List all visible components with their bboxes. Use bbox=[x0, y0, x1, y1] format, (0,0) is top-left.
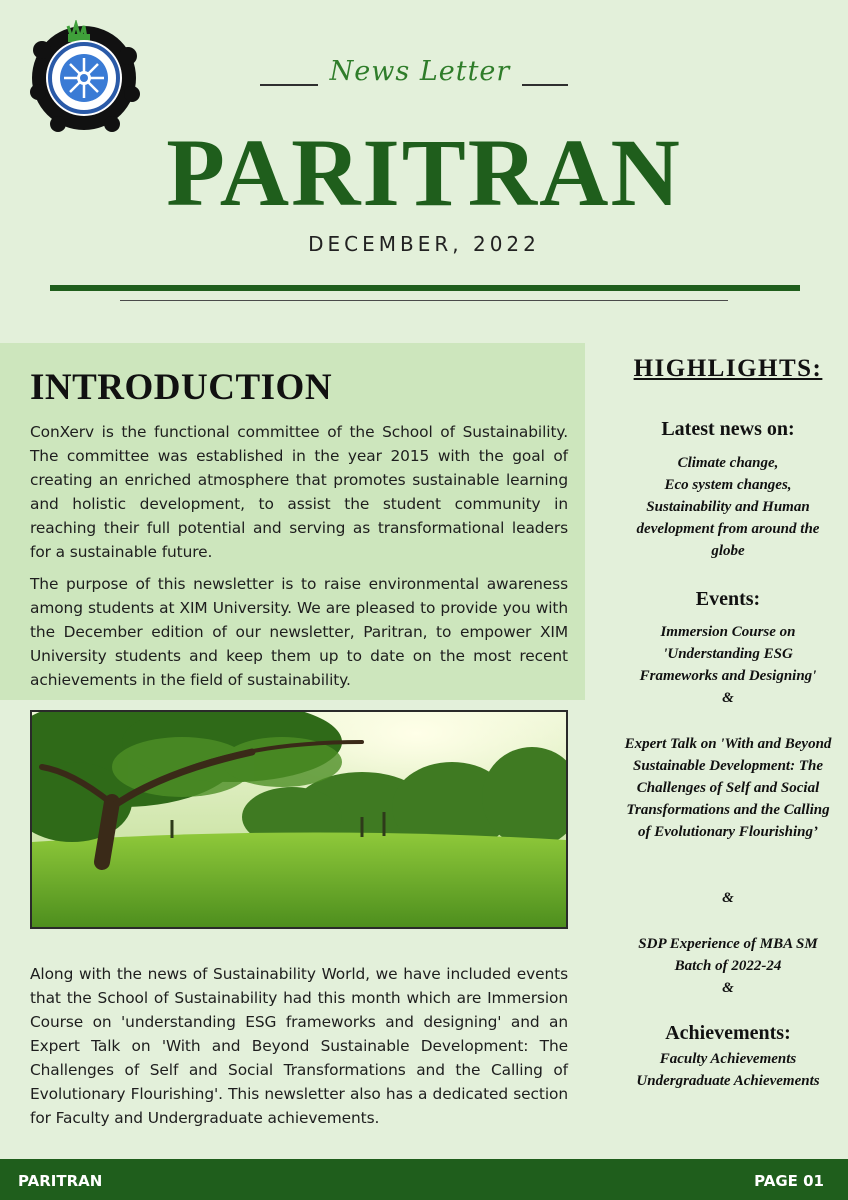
highlights-heading: HIGHLIGHTS: bbox=[633, 355, 823, 382]
event-separator: & bbox=[722, 980, 734, 996]
body-paragraph-3: Along with the news of Sustainability World, we have included events that the School of Sustainability had this month which are Immersion Course on 'understanding ESG frameworks and designing' and an Expert Talk on 'With and Beyond Sustainable Development: The Challenges of Self and Social Transformations and the Calling of Evolutionary Flourishing'. This newsletter also has a dedicated section for Faculty and Undergraduate achievements. bbox=[30, 965, 568, 1127]
newsletter-rule-right bbox=[522, 84, 568, 86]
header-divider-thick bbox=[50, 285, 800, 291]
event-separator: & bbox=[722, 690, 734, 706]
newsletter-label: News Letter bbox=[329, 56, 511, 87]
event-expert-talk: Expert Talk on 'With and Beyond Sustainable Development: The Challenges of Self and Social Transformations and the Calling of Evolutionary Flourishing’ bbox=[624, 736, 832, 840]
achievements-list: Faculty Achievements Undergraduate Achievements bbox=[636, 1051, 820, 1089]
events-heading: Events: bbox=[695, 588, 761, 610]
footer-page-number: PAGE 01 bbox=[754, 1172, 824, 1190]
event-separator: & bbox=[722, 890, 734, 906]
introduction-paragraph-1: ConXerv is the functional committee of the School of Sustainability. The committee was established in the year 2015 with the goal of creating an enriched atmosphere that promotes sustainable learning and holistic development, to assist the student community in reaching their full potential and serving as transformational leaders for a sustainable future. bbox=[30, 423, 568, 561]
introduction-paragraph-2: The purpose of this newsletter is to raise environmental awareness among students at XIM University. We are pleased to provide you with the December edition of our newsletter, Paritran, to empower XIM University students and keep them up to date on the most recent achievements in the field of sustainability. bbox=[30, 575, 568, 689]
footer-publication-name: PARITRAN bbox=[18, 1172, 103, 1190]
header-divider-thin bbox=[120, 300, 728, 301]
achievements-heading: Achievements: bbox=[665, 1022, 791, 1044]
footer-bar bbox=[0, 1159, 848, 1200]
newsletter-title: PARITRAN bbox=[166, 119, 682, 226]
latest-news-topics: Climate change, Eco system changes, Sustainability and Human development from around the globe bbox=[636, 455, 820, 559]
latest-news-heading: Latest news on: bbox=[661, 418, 795, 440]
event-immersion-course: Immersion Course on 'Understanding ESG Frameworks and Designing' bbox=[639, 624, 817, 684]
issue-date: DECEMBER, 2022 bbox=[308, 232, 540, 256]
introduction-heading: INTRODUCTION bbox=[30, 367, 333, 408]
xim-university-logo bbox=[28, 20, 140, 132]
newsletter-rule-left bbox=[260, 84, 318, 86]
park-trees-photo bbox=[30, 710, 568, 929]
event-sdp-experience: SDP Experience of MBA SM Batch of 2022-24 bbox=[638, 936, 818, 974]
